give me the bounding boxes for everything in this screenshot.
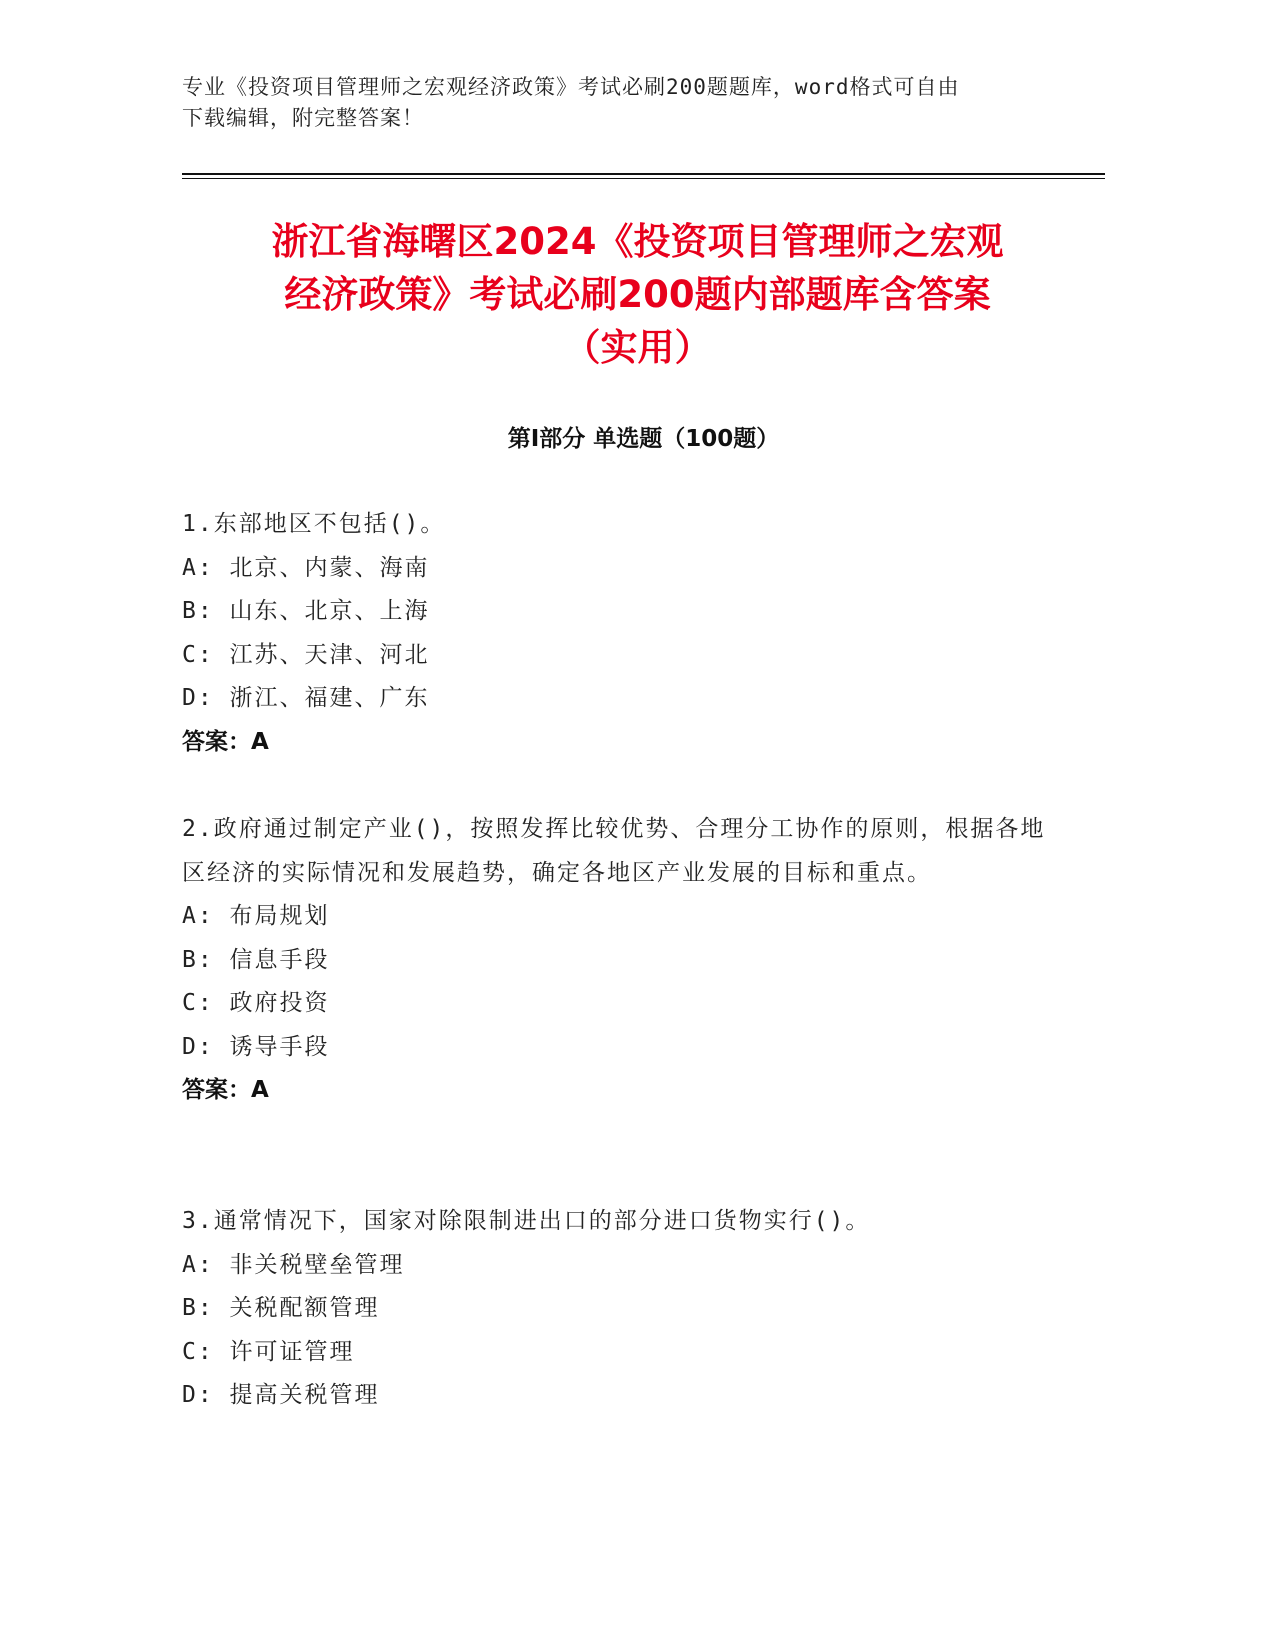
option-a: A: 非关税壁垒管理 — [182, 1251, 405, 1278]
question-stem: 3.通常情况下，国家对除限制进出口的部分进口货物实行()。 — [182, 1208, 871, 1234]
section-heading: 第Ⅰ部分 单选题（100题） — [507, 426, 780, 452]
option-c: C: 政府投资 — [182, 990, 330, 1016]
question-stem: 2.政府通过制定产业()，按照发挥比较优势、合理分工协作的原则，根据各地区经济的实际情况和发展趋势，确定各地区产业发展的目标和重点。 — [182, 816, 1046, 886]
header-line-1: 专业《投资项目管理师之宏观经济政策》考试必刷200题题库，word格式可自由 — [182, 75, 960, 99]
header-divider-thick — [182, 173, 1105, 175]
option-a: A: 布局规划 — [182, 903, 330, 929]
option-d: D: 诱导手段 — [182, 1033, 330, 1060]
title-line-1: 浙江省海曙区2024《投资项目管理师之宏观 — [271, 220, 1004, 263]
question-1 — [182, 503, 1062, 764]
header-divider-thin — [182, 178, 1105, 179]
title-line-2: 经济政策》考试必刷200题内部题库含答案 — [284, 273, 991, 316]
option-d: D: 浙江、福建、广东 — [182, 685, 430, 711]
header-note — [182, 72, 1062, 134]
option-a: A: 北京、内蒙、海南 — [182, 554, 430, 581]
option-c: C: 许可证管理 — [182, 1338, 355, 1365]
option-c: C: 江苏、天津、河北 — [182, 641, 430, 668]
option-b: B: 山东、北京、上海 — [182, 598, 430, 624]
document-title — [150, 215, 1125, 374]
question-3 — [182, 1200, 1062, 1418]
option-b: B: 关税配额管理 — [182, 1295, 380, 1321]
answer: 答案：A — [182, 1077, 269, 1103]
header-line-2: 下载编辑，附完整答案！ — [182, 106, 424, 130]
question-stem: 1.东部地区不包括()。 — [182, 511, 446, 537]
title-line-3: （实用） — [563, 326, 712, 369]
question-2 — [182, 808, 1062, 1113]
answer: 答案：A — [182, 728, 269, 755]
option-d: D: 提高关税管理 — [182, 1382, 380, 1408]
option-b: B: 信息手段 — [182, 946, 330, 973]
